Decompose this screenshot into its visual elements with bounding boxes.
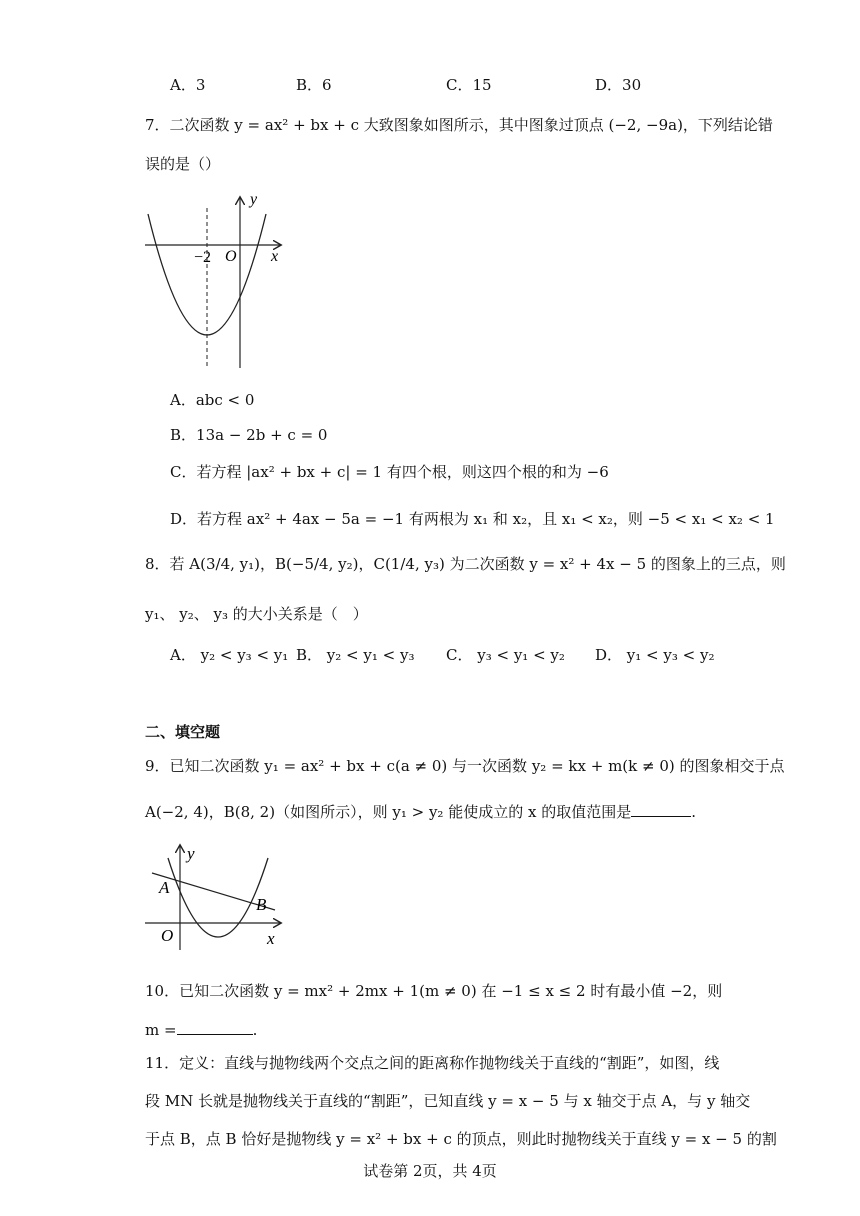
q8-option-a: A． y₂ < y₃ < y₁	[170, 646, 289, 664]
q7-origin-label: O	[225, 248, 237, 265]
q7-option-c: C．若方程 |ax² + bx + c| = 1 有四个根，则这四个根的和为 −6	[170, 463, 609, 481]
q7-y-label: y	[250, 191, 258, 208]
q6-option-c: C．15	[446, 76, 492, 94]
q11-stem-line3: 于点 B，点 B 恰好是抛物线 y = x² + bx + c 的顶点，则此时抛物线关于直线 y = x − 5 的割	[145, 1130, 777, 1148]
q6-option-b: B．6	[296, 76, 332, 94]
q8-option-b: B． y₂ < y₁ < y₃	[296, 646, 415, 664]
q8-stem-line1: 8．若 A(3/4, y₁)，B(−5/4, y₂)，C(1/4, y₃) 为二次函数 y = x² + 4x − 5 的图象上的三点，则	[145, 555, 786, 573]
q7-option-d: D．若方程 ax² + 4ax − 5a = −1 有两根为 x₁ 和 x₂，且 x₁ < x₂，则 −5 < x₁ < x₂ < 1	[170, 510, 775, 528]
q9-graph	[140, 840, 290, 952]
q9-origin-label: O	[161, 926, 174, 945]
q10-answer-blank[interactable]	[177, 1020, 253, 1035]
q9-answer-blank[interactable]	[631, 802, 691, 817]
q7-graph	[140, 190, 290, 375]
q9-x-label: x	[267, 929, 275, 948]
q9-stem-line1: 9．已知二次函数 y₁ = ax² + bx + c(a ≠ 0) 与一次函数 y₂ = kx + m(k ≠ 0) 的图象相交于点	[145, 757, 785, 775]
q10-stem-line2	[145, 1020, 257, 1039]
q6-option-a: A．3	[170, 76, 206, 94]
q10-stem-end: .	[252, 1021, 258, 1039]
q9-y-label: y	[187, 844, 195, 863]
q9-stem-end: .	[691, 803, 696, 821]
q10-stem-line1: 10．已知二次函数 y = mx² + 2mx + 1(m ≠ 0) 在 −1 ≤ x ≤ 2 时有最小值 −2，则	[145, 982, 723, 1000]
q7-option-a: A．abc < 0	[170, 391, 255, 409]
q7-tick-label: −2	[194, 249, 212, 266]
q9-point-a-label: A	[159, 878, 170, 897]
q9-point-b-label: B	[256, 895, 267, 914]
q11-stem-line2: 段 MN 长就是抛物线关于直线的“割距”，已知直线 y = x − 5 与 x 轴交于点 A，与 y 轴交	[145, 1092, 751, 1110]
q8-stem-line2: y₁、 y₂、 y₃ 的大小关系是（ ）	[145, 605, 368, 623]
q7-x-label: x	[271, 248, 279, 265]
q8-option-c: C． y₃ < y₁ < y₂	[446, 646, 565, 664]
page-footer: 试卷第 2页，共 4页	[363, 1162, 497, 1180]
q6-option-d: D．30	[595, 76, 642, 94]
q9-stem-line2	[145, 801, 696, 822]
section-title: 二、填空题	[145, 723, 221, 741]
q11-stem-line1: 11．定义：直线与抛物线两个交点之间的距离称作抛物线关于直线的“割距”，如图，线	[145, 1054, 720, 1072]
q9-stem-text: A(−2, 4)，B(8, 2)（如图所示），则 y₁ > y₂ 能使成立的 x 的取值范围是	[145, 803, 632, 821]
q9-parabola	[168, 858, 268, 937]
q8-option-d: D． y₁ < y₃ < y₂	[595, 646, 715, 664]
q7-option-b: B．13a − 2b + c = 0	[170, 426, 328, 444]
q7-stem-line1: 7．二次函数 y = ax² + bx + c 大致图象如图所示，其中图象过顶点 (−2, −9a)，下列结论错	[145, 116, 773, 134]
q10-stem-text: m =	[145, 1021, 177, 1039]
q7-stem-line2: 误的是（）	[145, 155, 221, 173]
